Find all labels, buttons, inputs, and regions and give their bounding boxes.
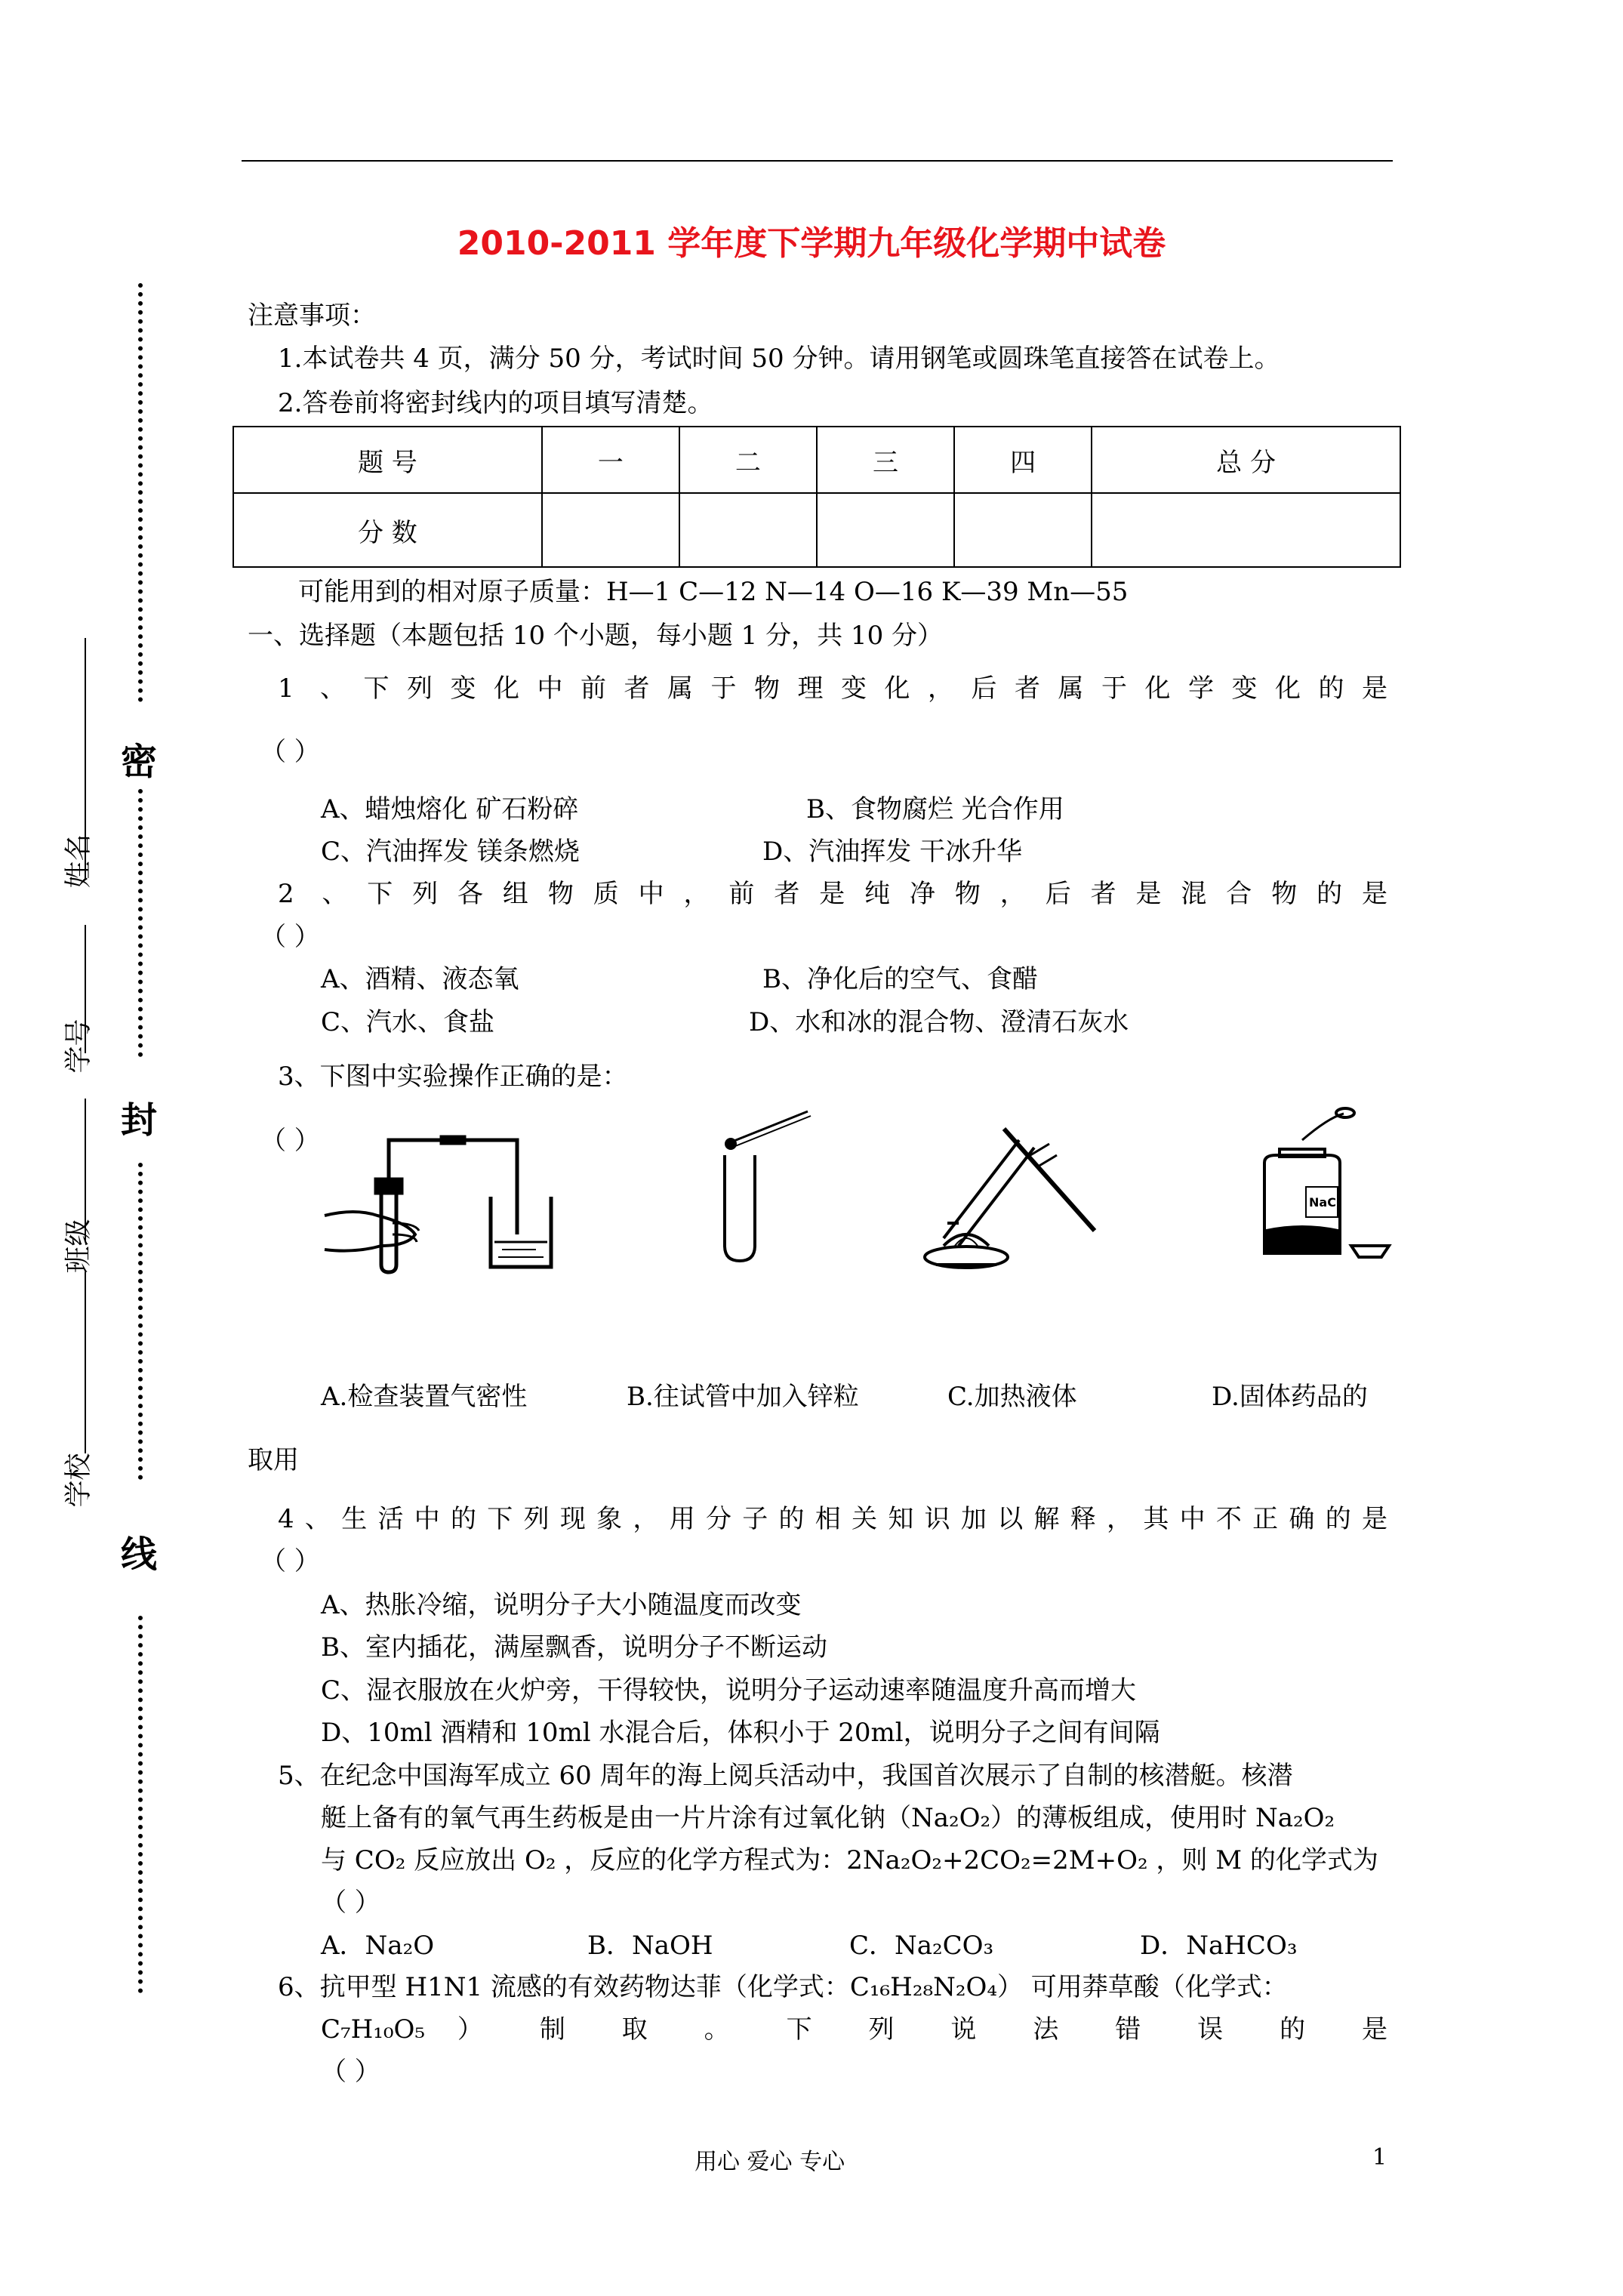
q4-answer-blank: （ ） xyxy=(260,1546,320,1576)
q1-option-d: D、汽油挥发 干冰升华 xyxy=(762,837,1023,867)
score-table xyxy=(233,426,1401,568)
seal-char-xian: 线 xyxy=(121,1533,158,1576)
score-header-1: 一 xyxy=(542,427,679,493)
q5-line-2: 艇上备有的氧气再生药板是由一片片涂有过氧化钠（Na₂O₂）的薄板组成，使用时 Na₂O₂ xyxy=(321,1803,1335,1833)
q3-stem: 3、下图中实验操作正确的是： xyxy=(278,1062,628,1092)
q5-option-d: D．NaHCO₃ xyxy=(1140,1931,1298,1961)
figure-a-airtightness xyxy=(310,1110,581,1276)
footer-motto: 用心 爱心 专心 xyxy=(694,2149,845,2175)
seal-char-feng: 封 xyxy=(121,1099,158,1142)
q4-option-c: C、湿衣服放在火炉旁，干得较快，说明分子运动速率随温度升高而增大 xyxy=(321,1675,1137,1706)
q6-line-1: 6、抗甲型 H1N1 流感的有效药物达菲（化学式：C₁₆H₂₈N₂O₄） 可用莽草酸（化学式： xyxy=(278,1972,1288,2002)
seal-dotted-line-3 xyxy=(138,1163,143,1480)
q5-line-3: 与 CO₂ 反应放出 O₂ ，反应的化学方程式为：2Na₂O₂+2CO₂=2M+O₂ ，则 M 的化学式为 xyxy=(321,1845,1378,1875)
q4-stem: 4、生活中的下列现象，用分子的相关知识加以解释，其中不正确的是 xyxy=(278,1504,1387,1534)
score-cell-2[interactable] xyxy=(679,493,817,567)
q3-answer-blank: （ ） xyxy=(260,1126,320,1156)
q5-option-c: C．Na₂CO₃ xyxy=(849,1931,994,1961)
notes-heading: 注意事项： xyxy=(248,300,376,331)
score-cell-total[interactable] xyxy=(1092,493,1400,567)
q1-option-c: C、汽油挥发 镁条燃烧 xyxy=(321,837,580,867)
figure-b-test-tube xyxy=(702,1102,838,1268)
seal-dotted-line-1 xyxy=(138,283,143,702)
school-field-line[interactable] xyxy=(85,1272,86,1453)
header-rule xyxy=(242,160,1393,162)
name-label: 姓名 xyxy=(63,834,94,889)
seal-dotted-line-4 xyxy=(138,1616,143,1993)
q2-answer-blank: （ ） xyxy=(260,922,320,952)
q4-option-b: B、室内插花，满屋飘香，说明分子不断运动 xyxy=(321,1632,827,1663)
q4-option-d: D、10ml 酒精和 10ml 水混合后，体积小于 20ml，说明分子之间有间隔 xyxy=(321,1718,1160,1748)
score-header-4: 四 xyxy=(954,427,1092,493)
score-row-label: 分 数 xyxy=(233,493,542,567)
q5-answer-blank: （ ） xyxy=(321,1888,380,1918)
exam-title: 2010-2011 学年度下学期九年级化学期中试卷 xyxy=(457,224,1166,263)
score-header-label: 题 号 xyxy=(233,427,542,493)
q3-option-a: A.检查装置气密性 xyxy=(321,1382,528,1412)
seal-dotted-line-2 xyxy=(138,789,143,1057)
note-item-1: 1.本试卷共 4 页，满分 50 分，考试时间 50 分钟。请用钢笔或圆珠笔直接答在试卷上。 xyxy=(278,344,1280,374)
section-1-heading: 一、选择题（本题包括 10 个小题，每小题 1 分，共 10 分） xyxy=(248,621,944,651)
q4-option-a: A、热胀冷缩，说明分子大小随温度而改变 xyxy=(321,1590,802,1620)
figure-c-heating-liquid xyxy=(913,1110,1110,1276)
figure-d-solid-reagent xyxy=(1230,1102,1397,1268)
q3-option-c: C.加热液体 xyxy=(947,1382,1077,1412)
score-cell-3[interactable] xyxy=(817,493,954,567)
q6-line-2: C₇H₁₀O₅ ） 制 取 。 下 列 说 法 错 误 的 是 xyxy=(321,2014,1387,2045)
q2-option-d: D、水和冰的混合物、澄清石灰水 xyxy=(749,1007,1129,1037)
student-id-label: 学号 xyxy=(63,1019,94,1074)
nacl-label: NaCl xyxy=(1309,1195,1341,1210)
page-number: 1 xyxy=(1372,2144,1387,2171)
class-label: 班级 xyxy=(63,1219,94,1274)
q6-answer-blank: （ ） xyxy=(321,2057,380,2087)
score-header-3: 三 xyxy=(817,427,954,493)
atomic-mass-line: 可能用到的相对原子质量：H—1 C—12 N—14 O—16 K—39 Mn—55 xyxy=(298,577,1129,607)
q3-option-d: D.固体药品的 xyxy=(1212,1382,1368,1412)
q1-option-a: A、蜡烛熔化 矿石粉碎 xyxy=(321,794,579,824)
seal-char-mi: 密 xyxy=(121,741,158,783)
score-cell-4[interactable] xyxy=(954,493,1092,567)
score-header-total: 总 分 xyxy=(1092,427,1400,493)
note-item-2: 2.答卷前将密封线内的项目填写清楚。 xyxy=(278,388,713,418)
q2-option-c: C、汽水、食盐 xyxy=(321,1007,495,1037)
q2-stem: 2 、下列各组物质中，前者是纯净物，后者是混合物的是 xyxy=(278,879,1387,909)
school-label: 学校 xyxy=(63,1453,94,1508)
q1-stem: 1 、下列变化中前者属于物理变化，后者属于化学变化的是 xyxy=(278,673,1387,704)
q1-answer-blank: （ ） xyxy=(260,737,320,767)
score-header-2: 二 xyxy=(679,427,817,493)
q2-option-a: A、酒精、液态氧 xyxy=(321,964,519,994)
q2-option-b: B、净化后的空气、食醋 xyxy=(762,964,1038,994)
q5-option-a: A．Na₂O xyxy=(321,1931,435,1961)
q5-option-b: B．NaOH xyxy=(587,1931,713,1961)
score-cell-1[interactable] xyxy=(542,493,679,567)
q5-line-1: 5、在纪念中国海军成立 60 周年的海上阅兵活动中，我国首次展示了自制的核潜艇。核潜 xyxy=(278,1761,1293,1791)
q1-option-b: B、食物腐烂 光合作用 xyxy=(806,794,1064,824)
q3-option-d-continued: 取用 xyxy=(248,1445,299,1475)
q3-option-b: B.往试管中加入锌粒 xyxy=(627,1382,859,1412)
